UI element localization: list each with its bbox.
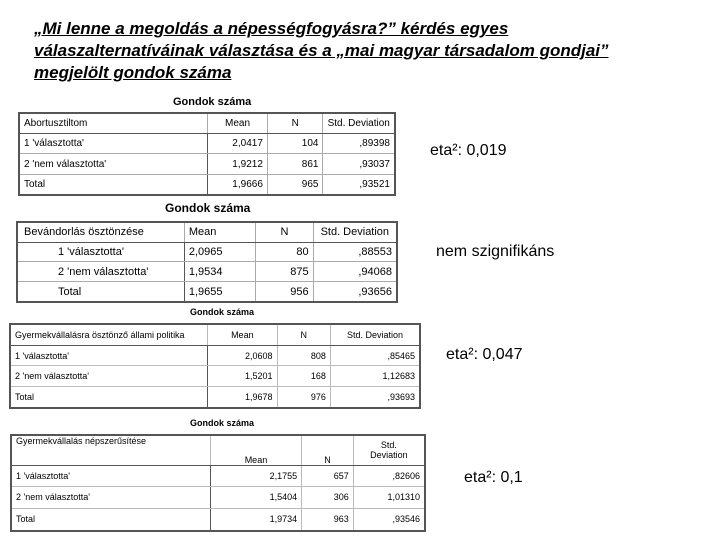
table3-header-row <box>10 324 420 345</box>
table4-header-std <box>353 435 425 465</box>
row-label: Total <box>10 387 208 408</box>
row-label: 1 'választotta' <box>10 345 208 366</box>
table4-header-row <box>11 435 425 465</box>
table3-header-std: Std. Deviation <box>330 324 420 345</box>
n-cell: 306 <box>302 487 354 509</box>
n-cell: 963 <box>302 508 354 531</box>
eta-label-3: eta²: 0,047 <box>446 346 523 363</box>
table1-header-label: Abortusztiltom <box>19 113 208 134</box>
table4-header-std-line1: Std. <box>380 440 397 451</box>
std-cell: ,85465 <box>330 345 420 366</box>
table2-header-label: Bevándorlás ösztönzése <box>17 222 184 242</box>
table1 <box>18 112 396 196</box>
table1-header-row <box>19 113 395 134</box>
table-row <box>17 262 397 282</box>
title-line-3: megjelölt gondok száma <box>34 63 232 82</box>
table2-header-mean: Mean <box>184 222 255 242</box>
std-cell: ,93521 <box>323 174 395 195</box>
row-label: 1 'választotta' <box>11 465 210 487</box>
table-row <box>17 242 397 262</box>
row-label: 2 'nem választotta' <box>17 262 184 282</box>
table-row <box>10 345 420 366</box>
n-cell: 875 <box>256 262 313 282</box>
mean-cell: 2,0965 <box>184 242 255 262</box>
n-cell: 657 <box>302 465 354 487</box>
row-label: 2 'nem választotta' <box>10 366 208 387</box>
table-row <box>17 282 397 302</box>
title-line-2: válaszalternatíváinak választása és a „mai magyar társadalom gondjai” <box>34 41 609 60</box>
table3 <box>9 323 421 409</box>
row-label: 1 'választotta' <box>17 242 184 262</box>
n-cell: 808 <box>277 345 330 366</box>
table-row <box>11 508 425 531</box>
mean-cell: 1,5201 <box>208 366 277 387</box>
mean-cell: 1,5404 <box>210 487 301 509</box>
std-cell: ,93546 <box>353 508 425 531</box>
n-cell: 80 <box>256 242 313 262</box>
table1-header-std: Std. Deviation <box>323 113 395 134</box>
table4-header-label: Gyermekvállalás népszerűsítése <box>11 435 210 465</box>
table4-header-mean: Mean <box>210 435 301 465</box>
table-row <box>19 134 395 154</box>
table2-header-std: Std. Deviation <box>313 222 397 242</box>
std-cell: 1,12683 <box>330 366 420 387</box>
table2 <box>16 221 398 303</box>
table-row <box>10 387 420 408</box>
table3-header-n: N <box>277 324 330 345</box>
table-row <box>11 465 425 487</box>
table1-caption: Gondok száma <box>173 96 252 108</box>
table4 <box>10 434 426 532</box>
table4-caption: Gondok száma <box>190 418 255 428</box>
n-cell: 956 <box>256 282 313 302</box>
table-row <box>19 154 395 174</box>
mean-cell: 2,1755 <box>210 465 301 487</box>
mean-cell: 1,9678 <box>208 387 277 408</box>
row-label: 2 'nem választotta' <box>19 154 208 174</box>
mean-cell: 1,9212 <box>208 154 268 174</box>
table3-header-label: Gyermekvállalásra ösztönző állami politika <box>10 324 208 345</box>
n-cell: 861 <box>267 154 323 174</box>
std-cell: ,93656 <box>313 282 397 302</box>
std-cell: ,93037 <box>323 154 395 174</box>
table-row <box>10 366 420 387</box>
mean-cell: 1,9655 <box>184 282 255 302</box>
table1-header-n: N <box>267 113 323 134</box>
table4-header-n: N <box>302 435 354 465</box>
row-label: 1 'választotta' <box>19 134 208 154</box>
table1-header-mean: Mean <box>208 113 268 134</box>
std-cell: ,94068 <box>313 262 397 282</box>
std-cell: ,88553 <box>313 242 397 262</box>
table3-header-mean: Mean <box>208 324 277 345</box>
mean-cell: 1,9734 <box>210 508 301 531</box>
slide-title <box>34 18 714 84</box>
n-cell: 965 <box>267 174 323 195</box>
n-cell: 976 <box>277 387 330 408</box>
row-label: Total <box>11 508 210 531</box>
table-row <box>11 487 425 509</box>
table2-caption: Gondok száma <box>165 201 251 215</box>
eta-label-1: eta²: 0,019 <box>430 142 507 159</box>
table-row <box>19 174 395 195</box>
eta-label-4: eta²: 0,1 <box>464 469 523 486</box>
title-line-1: „Mi lenne a megoldás a népességfogyásra?” kérdés egyes <box>34 19 509 38</box>
table4-header-std-line2: Deviation <box>370 450 408 461</box>
std-cell: 1,01310 <box>353 487 425 509</box>
mean-cell: 1,9666 <box>208 174 268 195</box>
mean-cell: 1,9534 <box>184 262 255 282</box>
table3-caption: Gondok száma <box>190 307 255 317</box>
std-cell: ,89398 <box>323 134 395 154</box>
std-cell: ,93693 <box>330 387 420 408</box>
row-label: Total <box>17 282 184 302</box>
std-cell: ,82606 <box>353 465 425 487</box>
n-cell: 168 <box>277 366 330 387</box>
table2-header-row <box>17 222 397 242</box>
mean-cell: 2,0417 <box>208 134 268 154</box>
eta-label-2: nem szignifikáns <box>436 243 555 260</box>
table2-header-n: N <box>256 222 313 242</box>
row-label: Total <box>19 174 208 195</box>
row-label: 2 'nem választotta' <box>11 487 210 509</box>
n-cell: 104 <box>267 134 323 154</box>
mean-cell: 2,0608 <box>208 345 277 366</box>
